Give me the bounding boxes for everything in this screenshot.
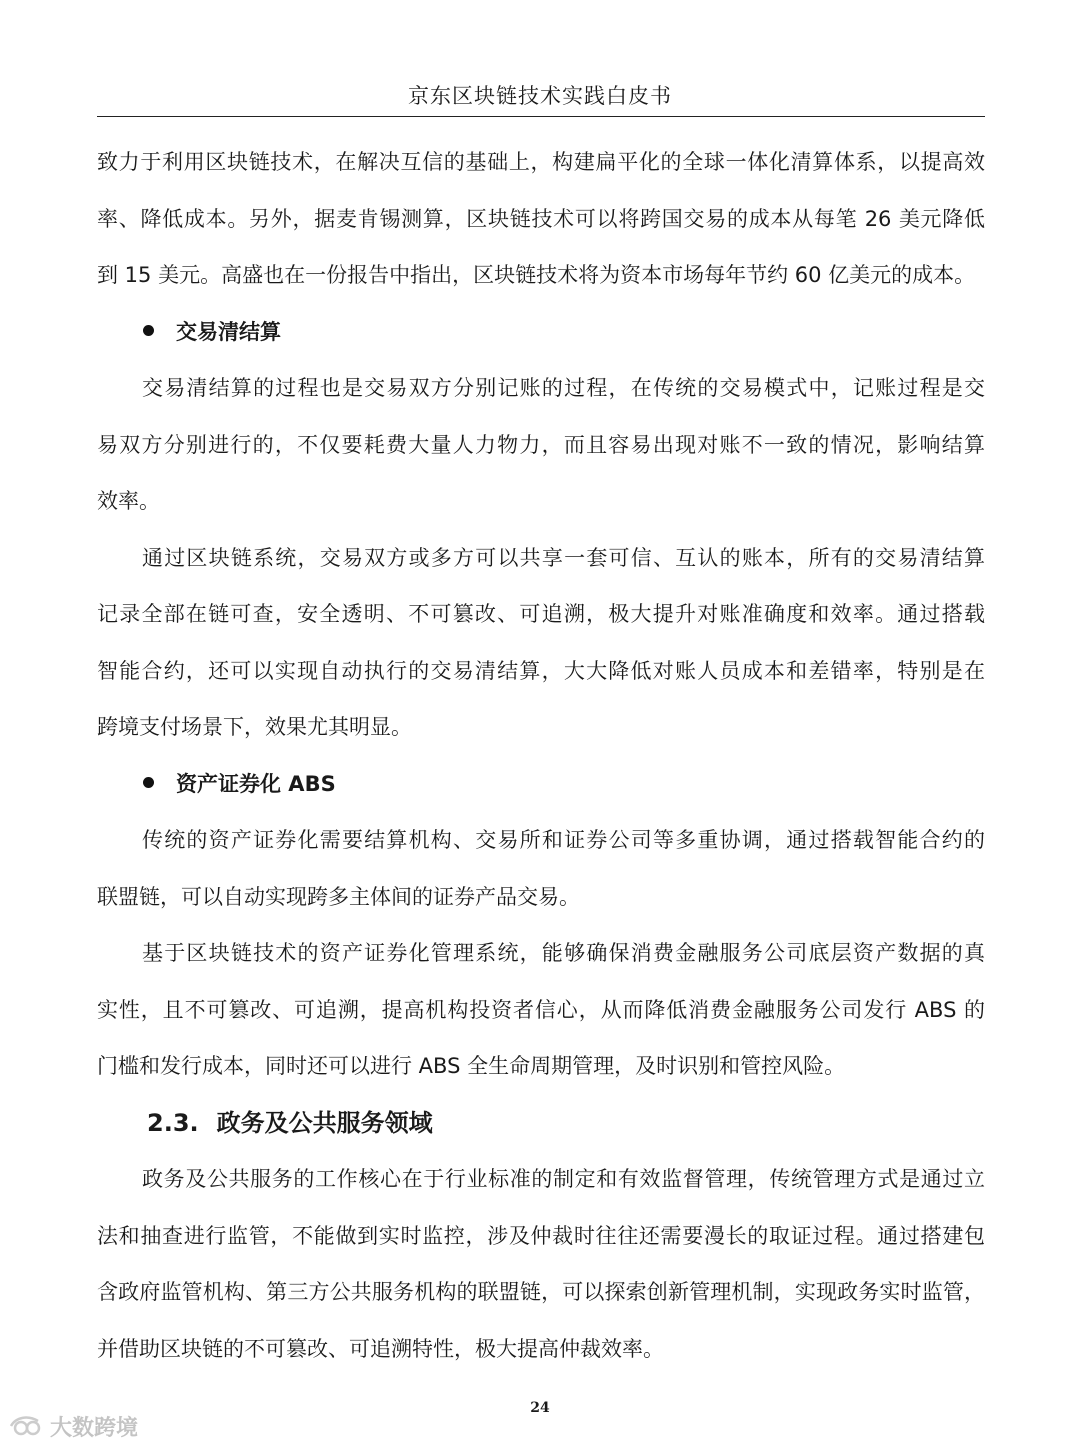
paragraph-line: 交易清结算的过程也是交易双方分别记账的过程，在传统的交易模式中，记账过程是交 (142, 376, 985, 400)
paragraph-line: 并借助区块链的不可篡改、可追溯特性，极大提高仲裁效率。 (97, 1336, 664, 1361)
paragraph-line: 实性，且不可篡改、可追溯，提高机构投资者信心，从而降低消费金融服务公司发行 ABS 的 (97, 997, 985, 1022)
watermark (8, 1410, 138, 1442)
bullet-icon (143, 325, 154, 336)
document-body (97, 134, 985, 1377)
paragraph-line: 致力于利用区块链技术，在解决互信的基础上，构建扁平化的全球一体化清算体系，以提高效 (97, 150, 985, 174)
section-heading (97, 1095, 985, 1152)
bullet-icon (143, 777, 154, 788)
paragraph-line: 记录全部在链可查，安全透明、不可篡改、可追溯，极大提升对账准确度和效率。通过搭载 (97, 602, 985, 626)
paragraph-line: 到 15 美元。高盛也在一份报告中指出，区块链技术将为资本市场每年节约 60 亿美元的成本。 (97, 263, 976, 287)
paragraph-line: 效率。 (97, 489, 160, 513)
bullet-heading-abs (97, 756, 985, 813)
section-title: 政务及公共服务领域 (216, 1108, 433, 1137)
paragraph-line: 通过区块链系统，交易双方或多方可以共享一套可信、互认的账本，所有的交易清结算 (142, 545, 985, 570)
bullet-heading-label: 资产证券化 ABS (176, 771, 336, 796)
paragraph-line: 法和抽查进行监管，不能做到实时监控，涉及仲裁时往往还需要漫长的取证过程。通过搭建包 (97, 1223, 985, 1248)
page-number: 24 (530, 1400, 550, 1416)
section-number: 2.3. (147, 1108, 199, 1137)
paragraph-line: 政务及公共服务的工作核心在于行业标准的制定和有效监督管理，传统管理方式是通过立 (142, 1167, 985, 1191)
paragraph-line: 易双方分别进行的，不仅要耗费大量人力物力，而且容易出现对账不一致的情况，影响结算 (97, 432, 985, 457)
paragraph-line: 跨境支付场景下，效果尤其明显。 (97, 715, 412, 739)
paragraph-line: 智能合约，还可以实现自动执行的交易清结算，大大降低对账人员成本和差错率，特别是在 (97, 658, 985, 683)
paragraph-line: 联盟链，可以自动实现跨多主体间的证券产品交易。 (97, 884, 580, 909)
bullet-heading-label: 交易清结算 (176, 319, 281, 344)
document-header-title: 京东区块链技术实践白皮书 (408, 84, 672, 108)
eye-logo-icon (8, 1412, 44, 1440)
paragraph-line: 基于区块链技术的资产证券化管理系统，能够确保消费金融服务公司底层资产数据的真 (142, 941, 985, 965)
watermark-text: 大数跨境 (50, 1415, 139, 1441)
bullet-heading-clearing (97, 304, 985, 361)
paragraph-line: 含政府监管机构、第三方公共服务机构的联盟链，可以探索创新管理机制，实现政务实时监管， (97, 1280, 985, 1304)
paragraph-line: 门槛和发行成本，同时还可以进行 ABS 全生命周期管理，及时识别和管控风险。 (97, 1054, 846, 1078)
paragraph-line: 传统的资产证券化需要结算机构、交易所和证券公司等多重协调，通过搭载智能合约的 (142, 828, 985, 852)
header-divider (97, 116, 985, 117)
paragraph-line: 率、降低成本。另外，据麦肯锡测算，区块链技术可以将跨国交易的成本从每笔 26 美元降低 (97, 206, 985, 231)
